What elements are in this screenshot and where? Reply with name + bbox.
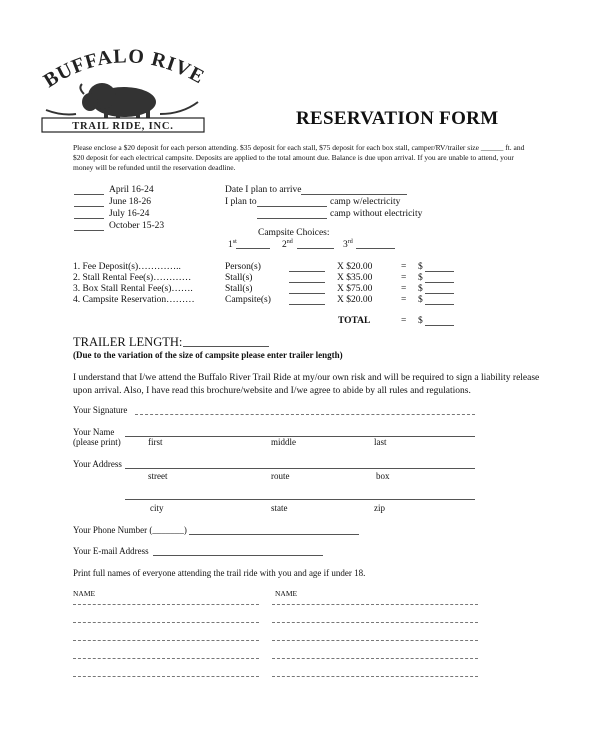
arrive-label: Date I plan to arrive xyxy=(225,185,302,195)
fee-eq: = xyxy=(401,262,407,272)
email-field[interactable] xyxy=(153,555,323,556)
total-currency: $ xyxy=(418,316,423,326)
date-4-checkbox-line[interactable] xyxy=(74,230,104,231)
name-part-last: last xyxy=(374,437,387,447)
fee-label: 3. Box Stall Rental Fee(s)……. xyxy=(73,284,193,294)
fee-currency: $ xyxy=(418,262,423,272)
attendee-header-name-1: NAME xyxy=(73,589,96,598)
trailer-note: (Due to the variation of the size of campsite please enter trailer length) xyxy=(73,350,343,360)
agreement-line-2: upon arrival. Also, I have read this brochure/website and I/we agree to abide by all rules and regulations. xyxy=(73,386,471,396)
name-field[interactable] xyxy=(125,436,475,437)
fee-label: 1. Fee Deposit(s)………….. xyxy=(73,262,181,272)
address-part-route: route xyxy=(271,471,290,481)
attendee-name-field[interactable] xyxy=(272,676,478,677)
fee-currency: $ xyxy=(418,284,423,294)
trailer-label: TRAILER LENGTH: xyxy=(73,335,183,349)
trailer-length-field[interactable] xyxy=(183,346,269,347)
date-3-checkbox-line[interactable] xyxy=(74,218,104,219)
choice-3-label: 3rd xyxy=(343,239,353,251)
date-option: June 18-26 xyxy=(109,197,151,207)
date-2-checkbox-line[interactable] xyxy=(74,206,104,207)
fee-unit: Stall(s) xyxy=(225,284,253,294)
camp-no-electric-label: camp without electricity xyxy=(330,209,423,219)
attendee-name-field[interactable] xyxy=(272,604,478,605)
phone-field[interactable] xyxy=(189,534,359,535)
fee-currency: $ xyxy=(418,273,423,283)
fee-price: X $20.00 xyxy=(337,295,373,305)
date-option: April 16-24 xyxy=(109,185,154,195)
page-title: RESERVATION FORM xyxy=(296,108,499,129)
fee-eq: = xyxy=(401,295,407,305)
intro-line-1: Please enclose a $20 deposit for each person attending. $35 deposit for each stall, $75 deposit for each box stall, camper/RV/trailer size ______ ft. and xyxy=(73,143,525,152)
attendee-name-field[interactable] xyxy=(73,658,259,659)
attendee-name-field[interactable] xyxy=(73,640,259,641)
address-part-street: street xyxy=(148,471,168,481)
svg-text:BUFFALO RIVER xyxy=(32,44,208,92)
intro-line-2: $20 deposit for each electrical campsite. Deposits are applied to the total amount due. Balance is due upon arrival. If you are unable to attend, your xyxy=(73,153,514,162)
buffalo-river-logo xyxy=(32,44,212,136)
fee-qty-field[interactable] xyxy=(289,293,325,294)
attendee-name-field[interactable] xyxy=(73,676,259,677)
fee-price: X $20.00 xyxy=(337,262,373,272)
choice-2-label: 2nd xyxy=(282,239,293,251)
address-part-zip: zip xyxy=(374,503,385,513)
agreement-line-1: I understand that I/we attend the Buffalo River Trail Ride at my/our own risk and will be required to sign a liability release xyxy=(73,373,540,383)
address-label: Your Address xyxy=(73,459,122,469)
address-part-city: city xyxy=(150,503,164,513)
phone-label: Your Phone Number (_______) xyxy=(73,525,187,535)
total-amount-field[interactable] xyxy=(425,325,454,326)
name-part-middle: middle xyxy=(271,437,296,447)
fee-amount-field[interactable] xyxy=(425,271,454,272)
fee-amount-field[interactable] xyxy=(425,293,454,294)
attendee-name-field[interactable] xyxy=(73,622,259,623)
choice-1-label: 1st xyxy=(228,239,237,251)
campsite-choices-label: Campsite Choices: xyxy=(258,228,330,238)
fee-label: 4. Campsite Reservation……… xyxy=(73,295,195,305)
signature-label: Your Signature xyxy=(73,405,128,415)
choice-1-field[interactable] xyxy=(236,248,270,249)
attendee-name-field[interactable] xyxy=(272,658,478,659)
email-label: Your E-mail Address xyxy=(73,546,149,556)
date-option: October 15-23 xyxy=(109,221,165,231)
fee-price: X $75.00 xyxy=(337,284,373,294)
name-label: Your Name xyxy=(73,427,115,437)
choice-3-field[interactable] xyxy=(356,248,395,249)
date-1-checkbox-line[interactable] xyxy=(74,194,104,195)
address-line-2-field[interactable] xyxy=(125,499,475,500)
buffalo-icon xyxy=(80,83,156,121)
attendee-name-field[interactable] xyxy=(73,604,259,605)
total-eq: = xyxy=(401,316,407,326)
fee-eq: = xyxy=(401,273,407,283)
address-part-box: box xyxy=(376,471,390,481)
attendees-label: Print full names of everyone attending the trail ride with you and age if under 18. xyxy=(73,568,366,578)
fee-amount-field[interactable] xyxy=(425,304,454,305)
camp-electric-label: camp w/electricity xyxy=(330,197,401,207)
signature-field[interactable] xyxy=(135,414,475,415)
fee-qty-field[interactable] xyxy=(289,304,325,305)
total-label: TOTAL xyxy=(338,316,371,326)
fee-amount-field[interactable] xyxy=(425,282,454,283)
fee-unit: Campsite(s) xyxy=(225,295,271,305)
address-part-state: state xyxy=(271,503,288,513)
camp-no-electric-field[interactable] xyxy=(257,218,327,219)
attendee-name-field[interactable] xyxy=(272,640,478,641)
fee-eq: = xyxy=(401,284,407,294)
fee-unit: Person(s) xyxy=(225,262,261,272)
fee-qty-field[interactable] xyxy=(289,271,325,272)
fee-qty-field[interactable] xyxy=(289,282,325,283)
fee-currency: $ xyxy=(418,295,423,305)
date-option: July 16-24 xyxy=(109,209,150,219)
attendee-header-name-2: NAME xyxy=(275,589,298,598)
attendee-name-field[interactable] xyxy=(272,622,478,623)
fee-unit: Stall(s) xyxy=(225,273,253,283)
logo-subtitle: TRAIL RIDE, INC. xyxy=(72,121,174,132)
plan-label: I plan to xyxy=(225,197,257,207)
fee-price: X $35.00 xyxy=(337,273,373,283)
arrive-date-field[interactable] xyxy=(301,194,407,195)
fee-label: 2. Stall Rental Fee(s)………… xyxy=(73,273,192,283)
intro-line-3: money will be refunded until the reservation deadline. xyxy=(73,163,236,172)
logo xyxy=(32,44,212,136)
print-label: (please print) xyxy=(73,437,121,447)
logo-name: BUFFALO RIVE xyxy=(39,45,209,93)
camp-electric-field[interactable] xyxy=(257,206,327,207)
choice-2-field[interactable] xyxy=(297,248,334,249)
address-line-1-field[interactable] xyxy=(125,468,475,469)
name-part-first: first xyxy=(148,437,163,447)
